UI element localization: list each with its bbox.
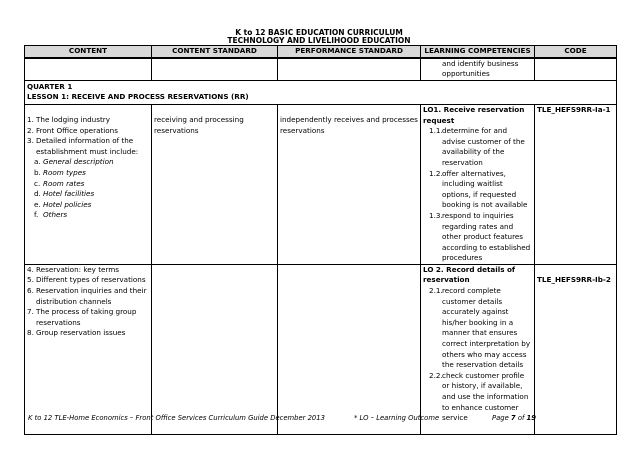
learning-outcome-title: LO1. Receive reservation request	[423, 104, 525, 125]
performance-standard-cell	[278, 104, 421, 264]
content-standard-text: receiving and processing reservations	[154, 114, 244, 135]
code-cell	[535, 104, 617, 264]
list-item: 2. Front Office operations	[27, 125, 118, 135]
competencies-cell	[421, 104, 535, 264]
list-item: 2.2. check customer profile or history, if available, and use the information to enhance customer service	[429, 370, 529, 423]
list-item: f. Others	[34, 210, 68, 220]
list-item: 5. Different types of reservations	[27, 275, 146, 285]
list-item: 7. The process of taking group reservations	[27, 307, 137, 327]
continued-competency: and identify business opportunities	[442, 58, 519, 79]
footer-guide-title: K to 12 TLE-Home Economics – Front Office Services Curriculum Guide December 2013	[28, 414, 325, 422]
competency-code: TLE_HEFS9RR-Ib-2	[537, 274, 611, 284]
list-item: d. Hotel facilities	[34, 189, 95, 199]
quarter-label: QUARTER 1	[27, 81, 73, 91]
learning-outcome-title: LO 2. Record details of reservation	[423, 264, 516, 285]
footer-legend: * LO – Learning Outcome	[354, 414, 440, 422]
column-header-content-standard: CONTENT STANDARD	[152, 46, 278, 58]
list-item: b. Room types	[34, 167, 86, 177]
table-row-lesson-lo2	[25, 264, 617, 434]
content-cell	[25, 104, 152, 264]
list-item: 1. The lodging industry	[27, 114, 111, 124]
list-item: 4. Reservation: key terms	[27, 264, 120, 274]
list-item: 8. Group reservation issues	[27, 328, 126, 338]
column-header-code: CODE	[535, 46, 617, 58]
footer-page-number: Page 7 of 19	[492, 414, 536, 422]
subject-title: TECHNOLOGY AND LIVELIHOOD EDUCATION	[227, 36, 411, 45]
lesson-label: LESSON 1: RECEIVE AND PROCESS RESERVATIONS (RR)	[27, 92, 249, 102]
content-sublist	[27, 157, 149, 221]
code-cell	[535, 264, 617, 434]
curriculum-table	[24, 45, 617, 435]
list-item: 1.2. offer alternatives, including waitlist options, if requested booking is not available	[429, 168, 528, 210]
competency-code: TLE_HEFS9RR-Ia-1	[537, 104, 611, 114]
list-item: 2.1. record complete customer details accurately against his/her booking in a manner that ensures correct interpretation by others who may access the reservation details	[429, 286, 531, 370]
competencies-cell	[421, 264, 535, 434]
quarter-row	[25, 80, 617, 104]
curriculum-title: K to 12 BASIC EDUCATION CURRICULUM	[235, 28, 403, 37]
list-item: 1.1. determine for and advise customer of the availability of the reservation	[429, 126, 525, 167]
list-item: 1.3. respond to inquiries regarding rates and other product features according to established procedures	[429, 210, 531, 263]
column-header-row	[25, 46, 617, 58]
performance-standard-text: independently receives and processes reservations	[280, 114, 418, 135]
content-list	[27, 115, 149, 221]
column-header-learning-competencies: LEARNING COMPETENCIES	[421, 46, 535, 58]
list-item: e. Hotel policies	[34, 199, 92, 209]
table-row-continued	[25, 58, 617, 81]
list-item: c. Room rates	[34, 178, 85, 188]
list-item: a. General description	[34, 157, 114, 167]
list-item: 6. Reservation inquiries and their distribution channels	[27, 286, 147, 306]
list-item: 3. Detailed information of the establishment must include:	[27, 136, 139, 156]
table-row-lesson-lo1	[25, 104, 617, 264]
content-cell	[25, 264, 152, 434]
content-standard-cell	[152, 104, 278, 264]
column-header-content: CONTENT	[25, 46, 152, 58]
column-header-performance-standard: PERFORMANCE STANDARD	[278, 46, 421, 58]
